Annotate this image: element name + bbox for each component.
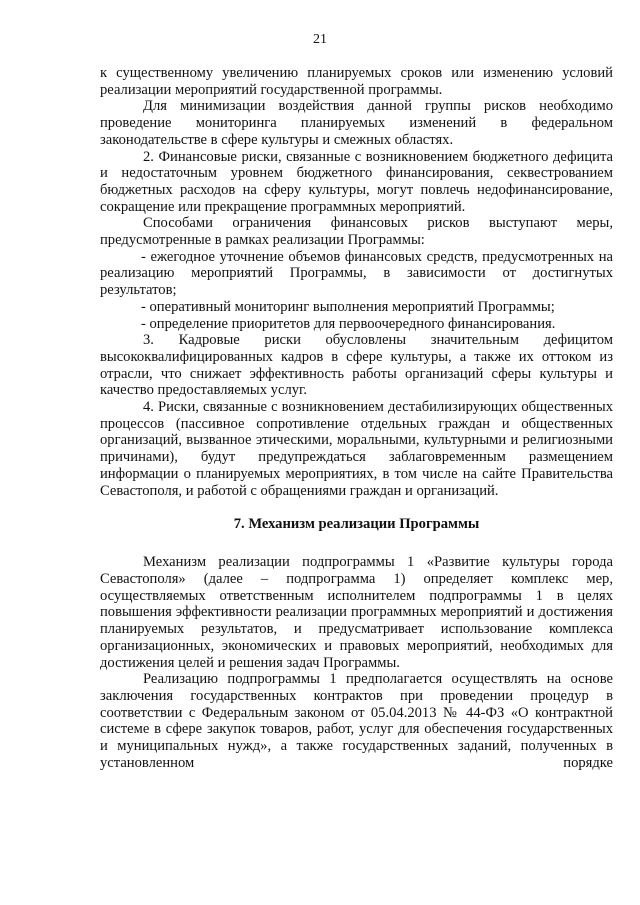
paragraph: Способами ограничения финансовых рисков выступают меры, предусмотренные в рамках реализации Программы: (100, 215, 613, 249)
section-heading: 7. Механизм реализации Программы (233, 516, 480, 533)
page-number: 21 (313, 32, 327, 47)
paragraph: Для минимизации воздействия данной группы рисков необходимо проведение мониторинга планируемых изменений в федеральном законодательстве в сфере культуры и смежных областях. (100, 98, 613, 148)
paragraph: 2. Финансовые риски, связанные с возникновением бюджетного дефицита и недостаточным уровнем бюджетного финансирования, секвестрованием бюджетных расходов на сферу культуры, могут повлечь недофинансирование, сокращение или прекращение программных мероприятий. (100, 148, 613, 215)
list-item: - оперативный мониторинг выполнения мероприятий Программы; (141, 298, 555, 315)
list-item: - определение приоритетов для первоочередного финансирования. (141, 315, 556, 332)
paragraph: 3. Кадровые риски обусловлены значительным дефицитом высококвалифицированных кадров в сфере культуры, а также их оттоком из отрасли, что снижает эффективность работы организаций сферы культуры и качество предоставляемых услуг. (100, 332, 613, 399)
list-item: - ежегодное уточнение объемов финансовых средств, предусмотренных на реализацию мероприятий Программы, в зависимости от достигнутых результатов; (100, 248, 613, 299)
paragraph: Реализацию подпрограммы 1 предполагается осуществлять на основе заключения государственных контрактов при проведении процедур в соответствии с Федеральным законом от 05.04.2013 № 44-ФЗ «О контрактной системе в сфере закупок товаров, работ, услуг для обеспечения государственных и муниципальных нужд», а также государственных заданий, полученных в установленном порядке (100, 671, 613, 771)
document-body (100, 65, 613, 771)
paragraph: к существенному увеличению планируемых сроков или изменению условий реализации мероприятий государственной программы. (100, 65, 613, 98)
paragraph: 4. Риски, связанные с возникновением дестабилизирующих общественных процессов (пассивное сопротивление отдельных граждан и общественных организаций, вызванное этическими, моральными, культурными и религиозными причинами), будут предупреждаться заблаговременным размещением информации о планируемых мероприятиях, в том числе на сайте Правительства Севастополя, и работой с обращениями граждан и организаций. (100, 399, 613, 499)
paragraph: Механизм реализации подпрограммы 1 «Развитие культуры города Севастополя» (далее – подпрограмма 1) определяет комплекс мер, осуществляемых ответственным исполнителем подпрограммы 1 в целях повышения эффективности реализации программных мероприятий и достижения планируемых результатов, и предусматривает использование комплекса организационных, экономических и правовых мероприятий, необходимых для достижения целей и решения задач Программы. (100, 554, 613, 671)
